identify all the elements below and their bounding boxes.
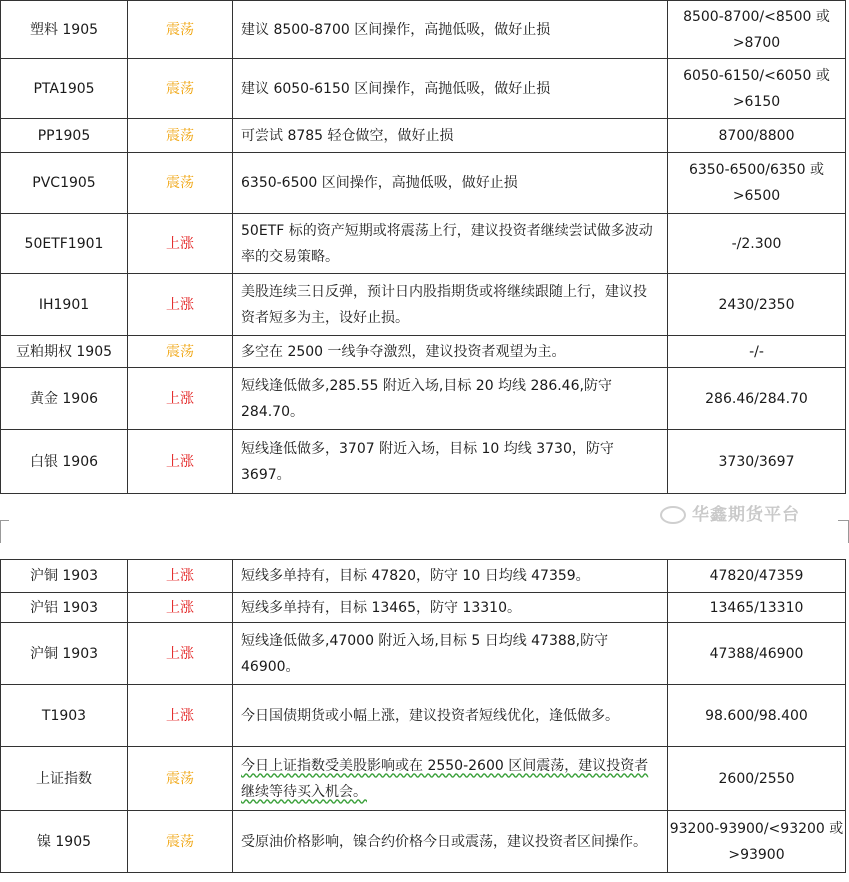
table-row <box>1 811 846 873</box>
advice-text: 受原油价格影响，镍合约价格今日或震荡，建议投资者区间操作。 <box>233 811 668 873</box>
target-range: 8700/8800 <box>668 119 846 153</box>
page-corner-mark-left <box>0 520 9 543</box>
advice-text: 今日国债期货或小幅上涨，建议投资者短线优化，逢低做多。 <box>233 685 668 747</box>
table-row <box>1 59 846 119</box>
advice-text: 短线多单持有，目标 13465，防守 13310。 <box>233 593 668 623</box>
advice-text: 短线逢低做多，3707 附近入场，目标 10 均线 3730，防守 3697。 <box>233 430 668 494</box>
table-row <box>1 560 846 593</box>
contract-name: T1903 <box>1 685 128 747</box>
table-row <box>1 368 846 430</box>
target-range: 47388/46900 <box>668 623 846 685</box>
trend-label: 上涨 <box>128 560 233 593</box>
contract-name: 白银 1906 <box>1 430 128 494</box>
trend-label: 震荡 <box>128 59 233 119</box>
table-row <box>1 1 846 59</box>
table-row <box>1 153 846 214</box>
table-row <box>1 274 846 336</box>
advice-text: 多空在 2500 一线争夺激烈，建议投资者观望为主。 <box>233 336 668 368</box>
advice-text: 建议 6050-6150 区间操作，高抛低吸，做好止损 <box>233 59 668 119</box>
advice-text: 建议 8500-8700 区间操作，高抛低吸，做好止损 <box>233 1 668 59</box>
trend-label: 上涨 <box>128 368 233 430</box>
target-range: 6050-6150/<6050 或>6150 <box>668 59 846 119</box>
contract-name: 50ETF1901 <box>1 214 128 274</box>
advice-text: 今日上证指数受美股影响或在 2550-2600 区间震荡，建议投资者继续等待买入机会。 <box>233 747 668 811</box>
target-range: 13465/13310 <box>668 593 846 623</box>
table-row <box>1 119 846 153</box>
table-row <box>1 593 846 623</box>
advice-text: 50ETF 标的资产短期或将震荡上行，建议投资者继续尝试做多波动率的交易策略。 <box>233 214 668 274</box>
trend-label: 上涨 <box>128 274 233 336</box>
trend-label: 震荡 <box>128 153 233 214</box>
contract-name: PVC1905 <box>1 153 128 214</box>
contract-name: 沪铜 1903 <box>1 623 128 685</box>
contract-name: 塑料 1905 <box>1 1 128 59</box>
contract-name: 沪铜 1903 <box>1 560 128 593</box>
watermark <box>660 500 800 525</box>
trend-label: 上涨 <box>128 593 233 623</box>
target-range: -/2.300 <box>668 214 846 274</box>
advice-text: 6350-6500 区间操作，高抛低吸，做好止损 <box>233 153 668 214</box>
target-range: 2600/2550 <box>668 747 846 811</box>
target-range: 93200-93900/<93200 或>93900 <box>668 811 846 873</box>
advice-text: 短线逢低做多,47000 附近入场,目标 5 日均线 47388,防守 46900。 <box>233 623 668 685</box>
table-row <box>1 214 846 274</box>
trend-label: 震荡 <box>128 119 233 153</box>
advice-text: 短线逢低做多,285.55 附近入场,目标 20 均线 286.46,防守 284.70。 <box>233 368 668 430</box>
page-corner-mark-right <box>838 520 849 543</box>
contract-name: PP1905 <box>1 119 128 153</box>
contract-name: 上证指数 <box>1 747 128 811</box>
contract-name: 镍 1905 <box>1 811 128 873</box>
advice-text: 可尝试 8785 轻仓做空，做好止损 <box>233 119 668 153</box>
table-row <box>1 747 846 811</box>
table-row <box>1 336 846 368</box>
trend-label: 震荡 <box>128 811 233 873</box>
advice-text: 短线多单持有，目标 47820，防守 10 日均线 47359。 <box>233 560 668 593</box>
table-row <box>1 623 846 685</box>
target-range: 2430/2350 <box>668 274 846 336</box>
target-range: 6350-6500/6350 或>6500 <box>668 153 846 214</box>
trend-label: 上涨 <box>128 214 233 274</box>
trend-label: 上涨 <box>128 430 233 494</box>
strategy-table-bottom <box>0 559 846 873</box>
table-row <box>1 430 846 494</box>
advice-text: 美股连续三日反弹，预计日内股指期货或将继续跟随上行，建议投资者短多为主，设好止损。 <box>233 274 668 336</box>
target-range: 8500-8700/<8500 或>8700 <box>668 1 846 59</box>
target-range: -/- <box>668 336 846 368</box>
trend-label: 震荡 <box>128 336 233 368</box>
contract-name: IH1901 <box>1 274 128 336</box>
target-range: 286.46/284.70 <box>668 368 846 430</box>
target-range: 98.600/98.400 <box>668 685 846 747</box>
trend-label: 上涨 <box>128 623 233 685</box>
contract-name: PTA1905 <box>1 59 128 119</box>
trend-label: 震荡 <box>128 747 233 811</box>
trend-label: 震荡 <box>128 1 233 59</box>
contract-name: 沪铝 1903 <box>1 593 128 623</box>
watermark-text: 华鑫期货平台 <box>692 505 800 525</box>
trend-label: 上涨 <box>128 685 233 747</box>
contract-name: 豆粕期权 1905 <box>1 336 128 368</box>
contract-name: 黄金 1906 <box>1 368 128 430</box>
wechat-icon <box>660 506 686 524</box>
target-range: 3730/3697 <box>668 430 846 494</box>
table-row <box>1 685 846 747</box>
target-range: 47820/47359 <box>668 560 846 593</box>
